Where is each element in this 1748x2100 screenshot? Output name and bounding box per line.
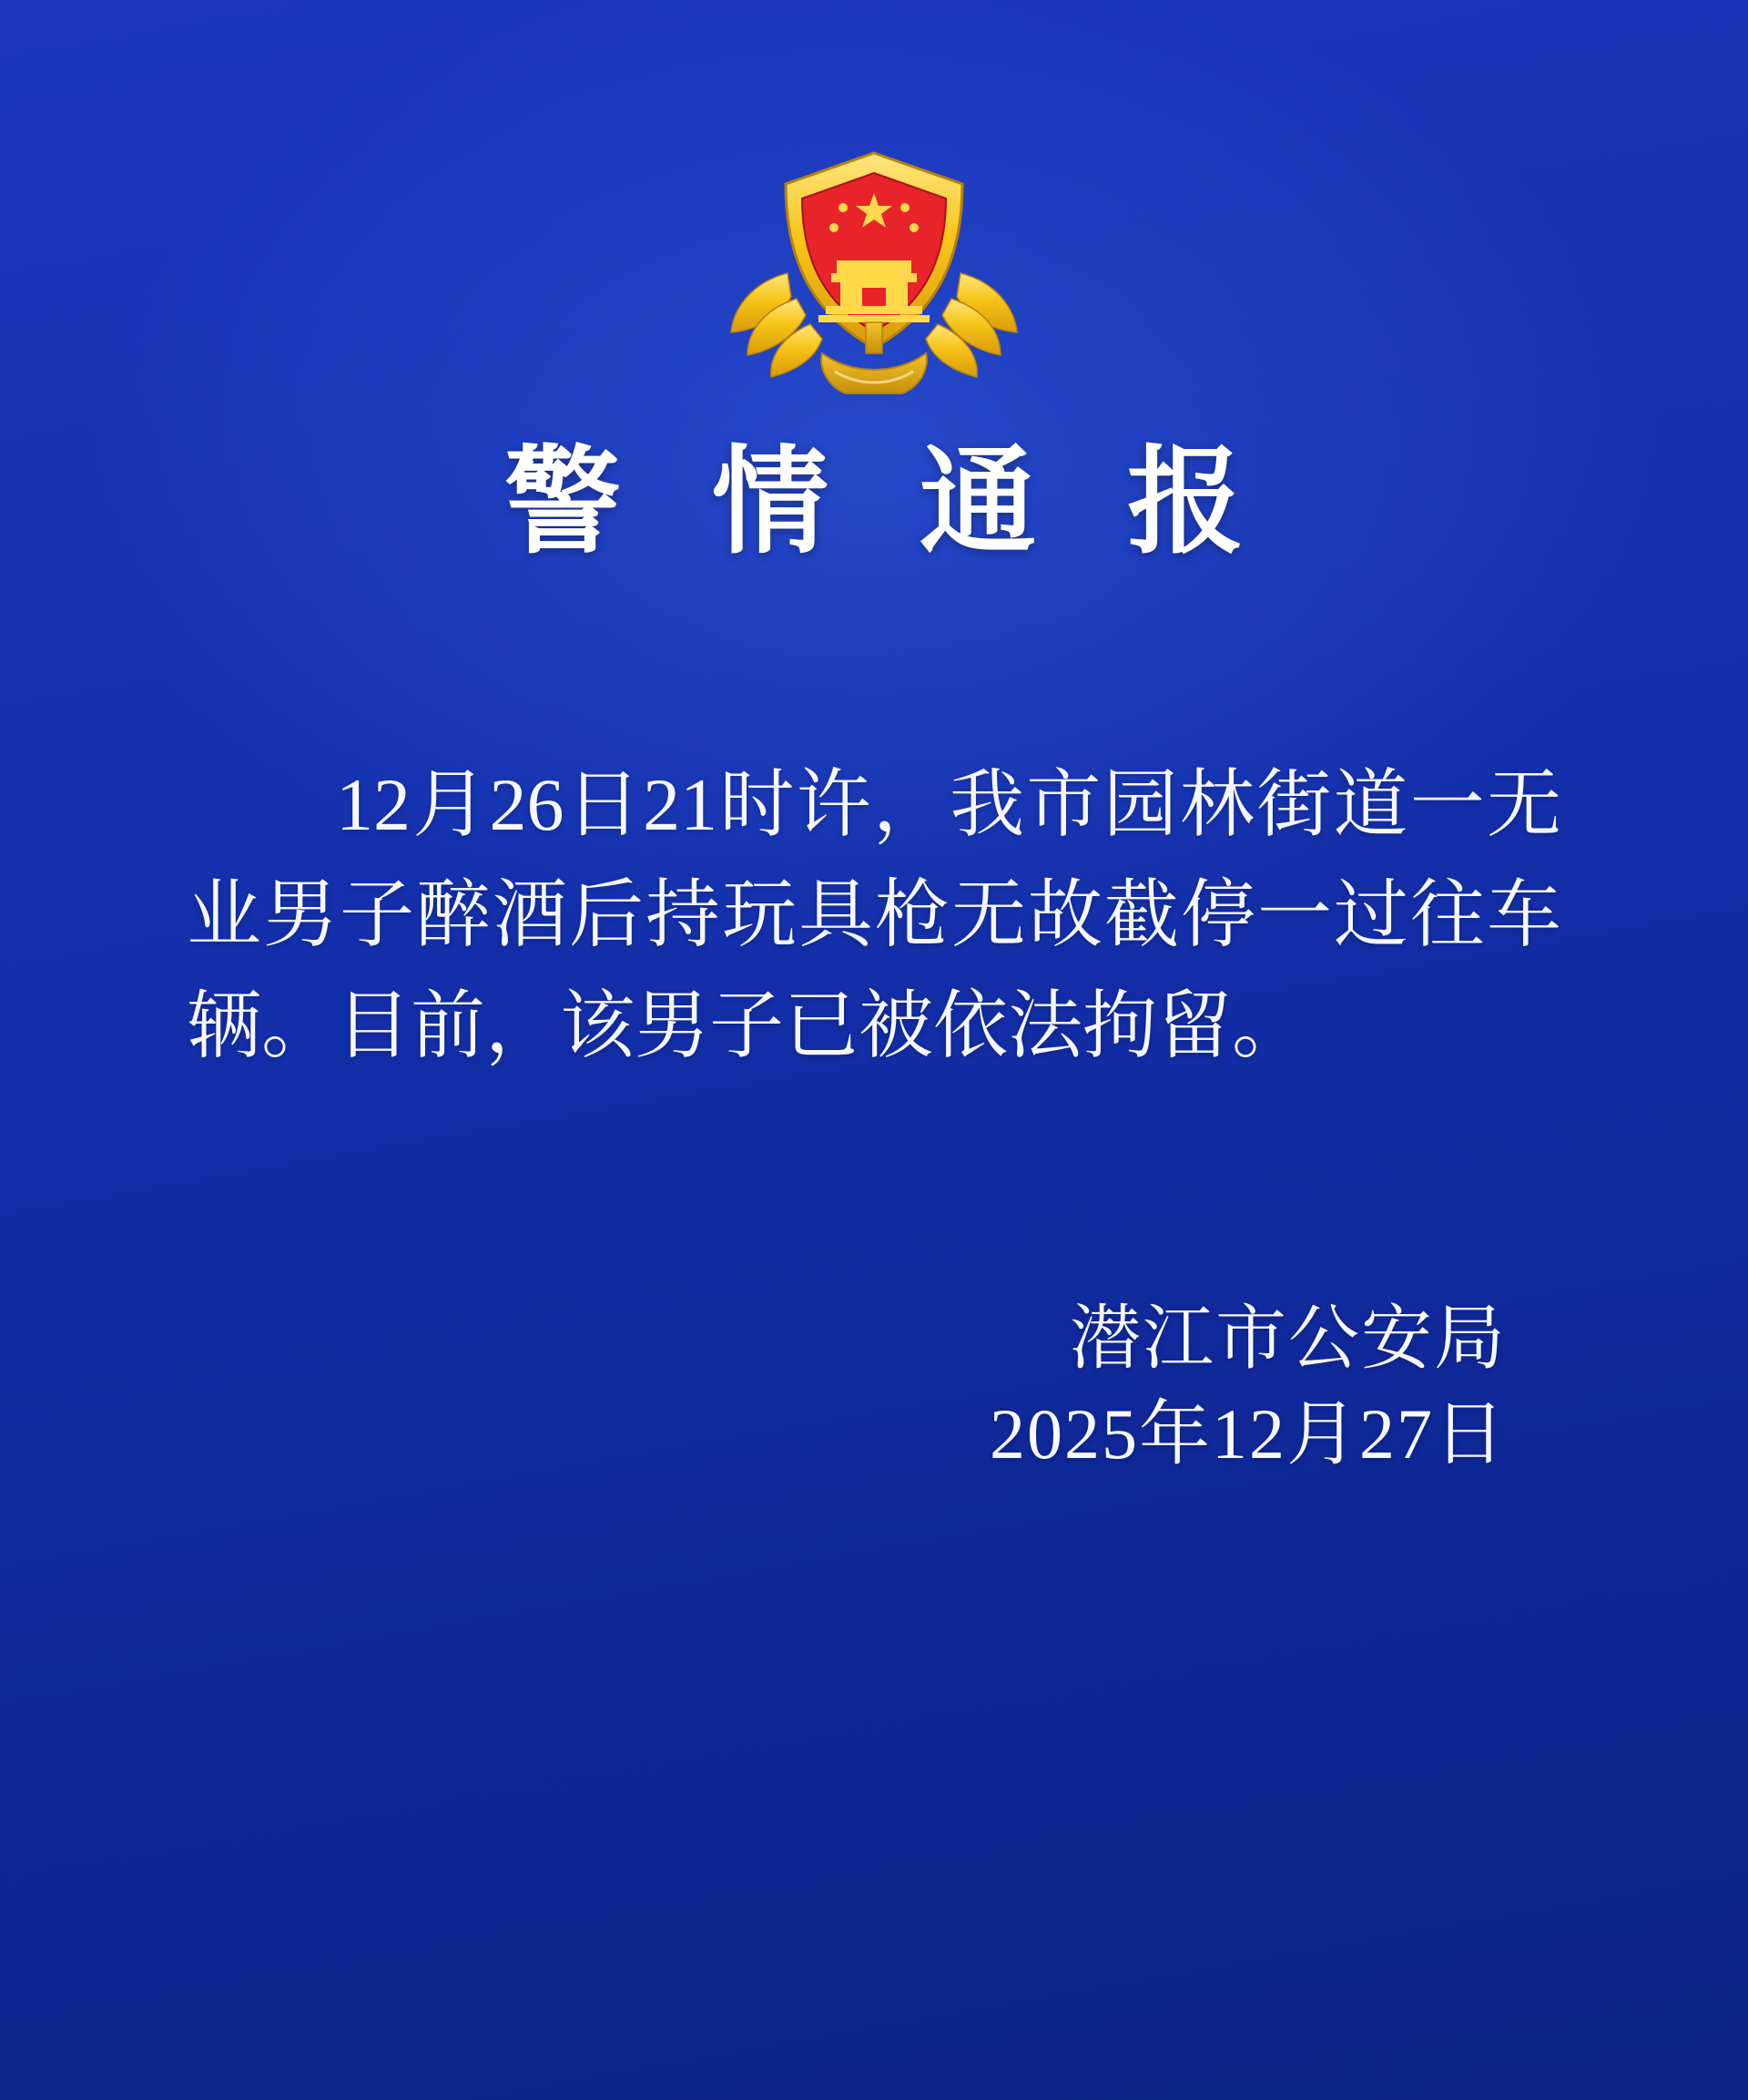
- police-badge-icon: [724, 137, 1024, 410]
- notice-body: 12月26日21时许，我市园林街道一无业男子醉酒后持玩具枪无故截停一过往车辆。目前，该男子已被依法拘留。: [187, 762, 1561, 1067]
- issue-date: 2025年12月27日: [989, 1394, 1507, 1474]
- signature-block: [187, 1290, 1561, 1483]
- page-title: 警 情 通 报: [503, 438, 1275, 567]
- issuing-organization: 潜江市公安局: [1069, 1298, 1507, 1378]
